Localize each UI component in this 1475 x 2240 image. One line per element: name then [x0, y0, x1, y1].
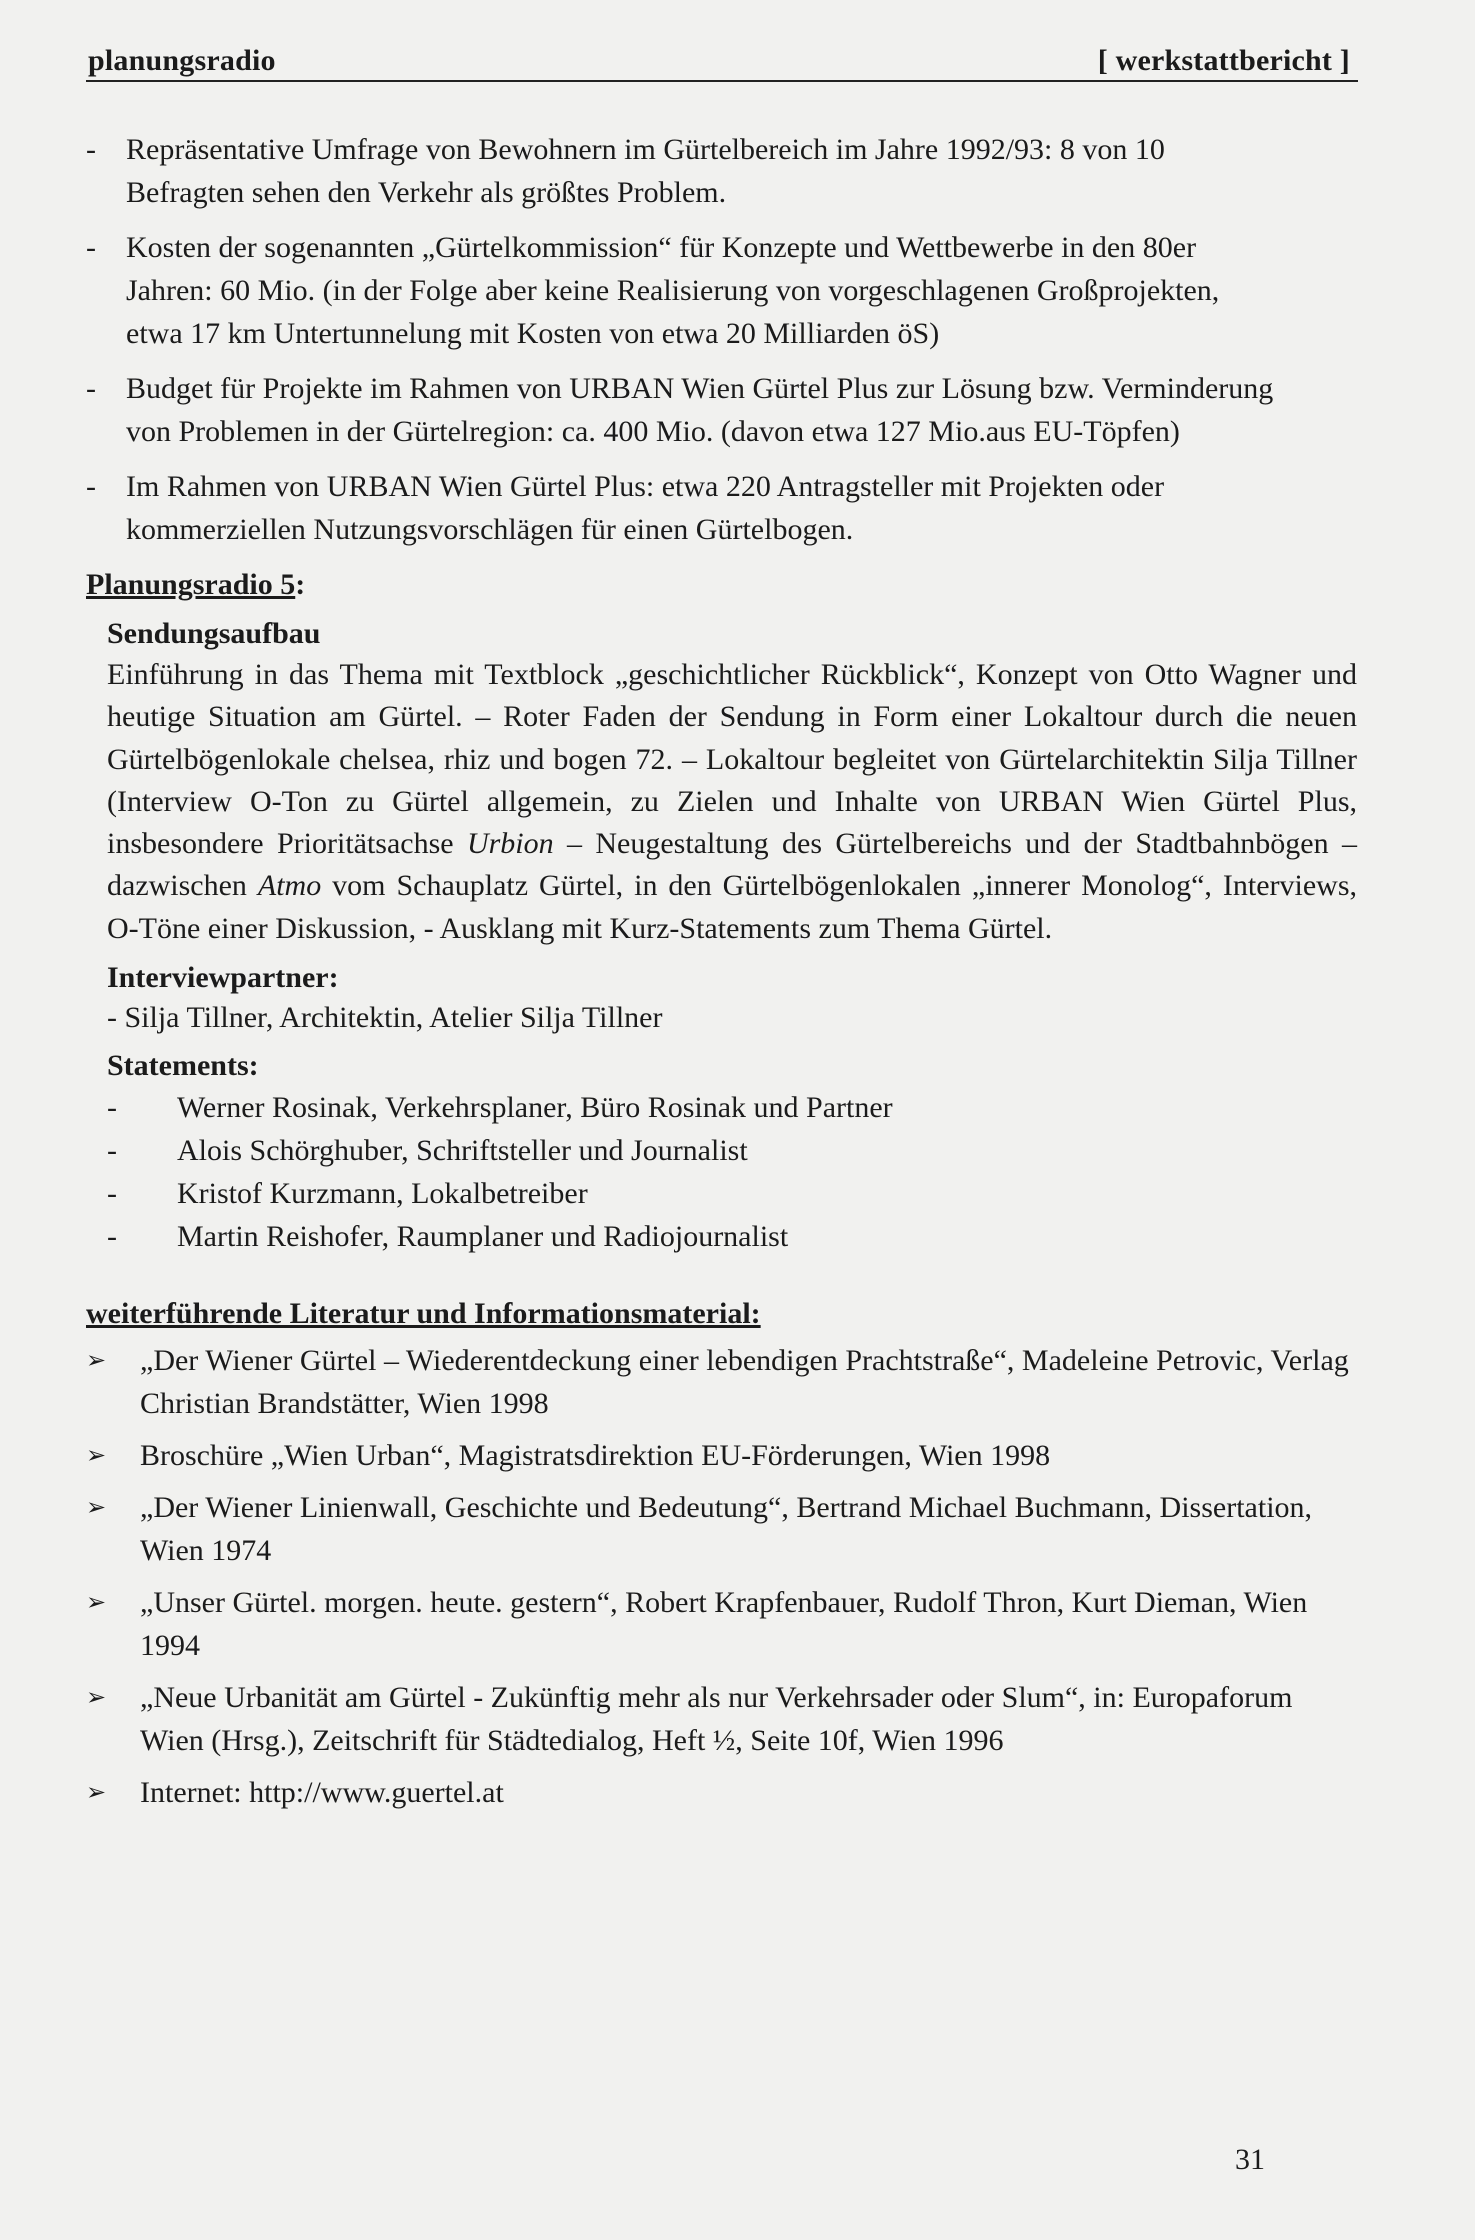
fact-item [86, 367, 1276, 453]
paragraph-part: – Neugestaltung des Gürtelbereichs und der Stadtbahnbögen – dazwischen [107, 827, 1357, 903]
section-body [86, 614, 1357, 1258]
interview-heading: Interviewpartner: [107, 961, 339, 995]
fact-item [86, 128, 1276, 214]
section-title [86, 563, 1276, 606]
literature-heading: weiterführende Literatur und Informationsmaterial: [86, 1297, 761, 1331]
paragraph-italic-urbion: Urbion [466, 827, 554, 861]
header-left-title: planungsradio [88, 44, 276, 77]
literature-text: „Neue Urbanität am Gürtel - Zukünftig mehr als nur Verkehrsader oder Slum“, in: Europaforum Wien (Hrsg.), Zeitschrift für Städtedialog, Heft ½, Seite 10f, Wien 1996 [140, 1681, 1293, 1758]
statement-text: Kristof Kurzmann, Lokalbetreiber [177, 1177, 588, 1211]
fact-item [86, 226, 1276, 355]
dash-marker: - [86, 372, 96, 405]
literature-text: „Unser Gürtel. morgen. heute. gestern“, Robert Krapfenbauer, Rudolf Thron, Kurt Dieman, Wien 1994 [140, 1586, 1308, 1663]
interview-partner: - Silja Tillner, Architektin, Atelier Silja Tillner [107, 1001, 663, 1035]
dash-marker: - [107, 1134, 117, 1168]
statement-item [107, 1215, 1357, 1258]
statement-item [107, 1086, 1357, 1129]
dash-marker: - [107, 1177, 117, 1211]
sendungsaufbau-paragraph [107, 654, 1357, 950]
arrow-bullet-icon: ➢ [86, 1588, 107, 1617]
statement-item [107, 1172, 1357, 1215]
literature-item [86, 1771, 1360, 1814]
statement-item [107, 1129, 1357, 1172]
arrow-bullet-icon: ➢ [86, 1493, 107, 1522]
literature-text: „Der Wiener Gürtel – Wiederentdeckung einer lebendigen Prachtstraße“, Madeleine Petrovic, Verlag Christian Brandstätter, Wien 1998 [140, 1344, 1349, 1421]
header-right-title: [ werkstattbericht ] [1097, 44, 1350, 77]
arrow-bullet-icon: ➢ [86, 1778, 107, 1807]
sendungsaufbau-heading: Sendungsaufbau [107, 617, 321, 650]
fact-text: Budget für Projekte im Rahmen von URBAN Wien Gürtel Plus zur Lösung bzw. Verminderung von Problemen in der Gürtelregion: ca. 400 Mio. (davon etwa 127 Mio.aus EU-Töpfen) [126, 372, 1274, 448]
dash-marker: - [107, 1220, 117, 1254]
facts-list [86, 128, 1276, 551]
page-number: 31 [1235, 2143, 1265, 2176]
statement-text: Alois Schörghuber, Schriftsteller und Journalist [177, 1134, 748, 1168]
paragraph-part: vom Schauplatz Gürtel, in den Gürtelbögenlokalen „innerer Monolog“, Interviews, O-Töne einer Diskussion, - Ausklang mit Kurz-Statements zum Thema Gürtel. [107, 869, 1357, 945]
dash-marker: - [86, 231, 96, 264]
literature-list [86, 1339, 1349, 1814]
dash-marker: - [86, 470, 96, 503]
statements-heading: Statements: [107, 1049, 259, 1083]
arrow-bullet-icon: ➢ [86, 1441, 107, 1470]
dash-marker: - [86, 133, 96, 166]
fact-text: Im Rahmen von URBAN Wien Gürtel Plus: etwa 220 Antragsteller mit Projekten oder kommerziellen Nutzungsvorschlägen für einen Gürtelbogen. [126, 470, 1165, 546]
literature-text: Broschüre „Wien Urban“, Magistratsdirektion EU-Förderungen, Wien 1998 [140, 1439, 1051, 1473]
literature-item [86, 1339, 1360, 1425]
page-header [86, 40, 1358, 82]
literature-item [86, 1486, 1360, 1572]
section-title-text: Planungsradio 5 [86, 568, 296, 601]
fact-text: Repräsentative Umfrage von Bewohnern im Gürtelbereich im Jahre 1992/93: 8 von 10 Befragten sehen den Verkehr als größtes Problem. [126, 133, 1165, 209]
literature-item [86, 1581, 1360, 1667]
arrow-bullet-icon: ➢ [86, 1683, 107, 1712]
dash-marker: - [107, 1091, 117, 1125]
fact-text: Kosten der sogenannten „Gürtelkommission“ für Konzepte und Wettbewerbe in den 80er Jahren: 60 Mio. (in der Folge aber keine Realisierung von vorgeschlagenen Großprojekten, etwa 17 km Untertunnelung mit Kosten von etwa 20 Milliarden öS) [126, 231, 1220, 350]
statements-list [107, 1086, 1357, 1258]
literature-text: „Der Wiener Linienwall, Geschichte und Bedeutung“, Bertrand Michael Buchmann, Dissertation, Wien 1974 [140, 1491, 1313, 1568]
main-content [86, 128, 1357, 1823]
literature-text: Internet: http://www.guertel.at [140, 1776, 504, 1810]
statement-text: Werner Rosinak, Verkehrsplaner, Büro Rosinak und Partner [177, 1091, 893, 1125]
paragraph-italic-atmo: Atmo [257, 869, 322, 903]
section-title-colon: : [295, 568, 306, 601]
statement-text: Martin Reishofer, Raumplaner und Radiojournalist [177, 1220, 789, 1254]
fact-item [86, 465, 1276, 551]
literature-item [86, 1676, 1360, 1762]
literature-item [86, 1434, 1360, 1477]
arrow-bullet-icon: ➢ [86, 1346, 107, 1375]
paragraph-part: Einführung in das Thema mit Textblock „geschichtlicher Rückblick“, Konzept von Otto Wagner und heutige Situation am Gürtel. – Roter Faden der Sendung in Form einer Lokaltour durch die neuen Gürtelbögenlokale chelsea, rhiz und bogen 72. – Lokaltour begleitet von Gürtelarchitektin Silja Tillner (Interview O-Ton zu Gürtel allgemein, zu Zielen und Inhalte von URBAN Wien Gürtel Plus, insbesondere Prioritätsachse [107, 658, 1357, 861]
